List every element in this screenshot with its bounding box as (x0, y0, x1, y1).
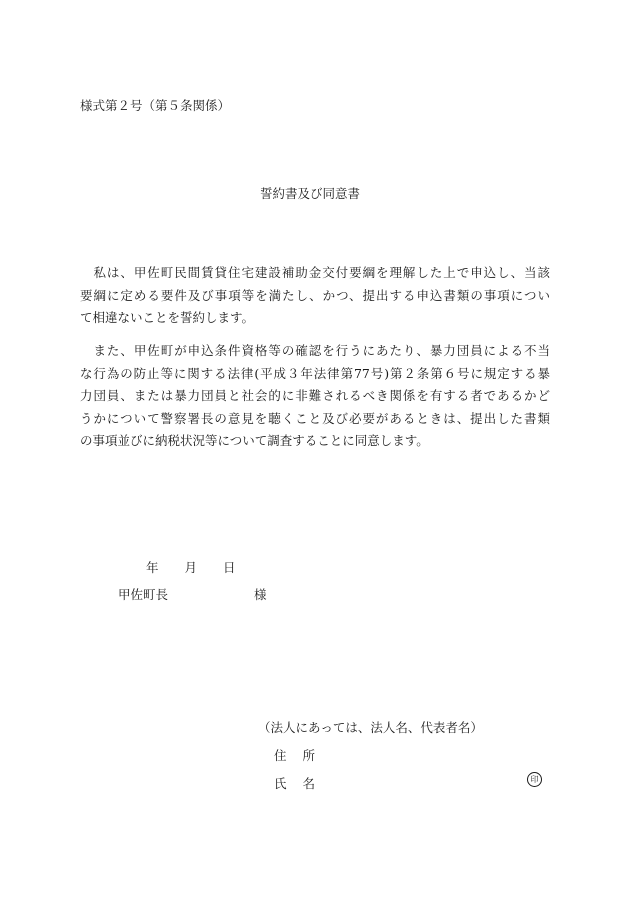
seal-icon: 印 (527, 772, 542, 787)
paragraph-line: うかについて警察署長の意見を聴くこと及び必要があるときは、提出した書類 (80, 410, 550, 426)
month-label: 月 (184, 560, 198, 575)
applicant-note: （法人にあっては、法人名、代表者名） (258, 720, 483, 735)
form-number: 様式第２号（第５条関係） (80, 98, 231, 113)
paragraph-line: て相違ないことを誓約します。 (80, 310, 255, 325)
paragraph-line: 要綱に定める要件及び事項等を満たし、かつ、提出する申込書類の事項につい (80, 287, 550, 303)
address-label: 住 所 (274, 748, 321, 763)
paragraph-line: また、甲佐町が申込条件資格等の確認を行うにあたり、暴力団員による不当 (80, 343, 550, 358)
day-label: 日 (223, 560, 236, 575)
year-label: 年 (146, 560, 159, 575)
consent-paragraph (80, 340, 550, 453)
paragraph-line: な行為の防止等に関する法律(平成３年法律第77号)第２条第６号に規定する暴 (80, 365, 550, 381)
paragraph-line: 私は、甲佐町民間賃貸住宅建設補助金交付要綱を理解した上で申込し、当該 (80, 265, 550, 280)
document-title: 誓約書及び同意書 (260, 186, 361, 201)
paragraph-line: 力団員、または暴力団員と社会的に非難されるべき関係を有する者であるかど (80, 388, 550, 403)
date-row (146, 558, 236, 576)
paragraph-line: の事項並びに納税状況等について調査することに同意します。 (80, 433, 429, 448)
name-label: 氏 名 (274, 776, 321, 791)
honorific: 様 (254, 587, 267, 602)
addressee: 甲佐町長 (118, 587, 169, 602)
pledge-paragraph (80, 262, 550, 330)
